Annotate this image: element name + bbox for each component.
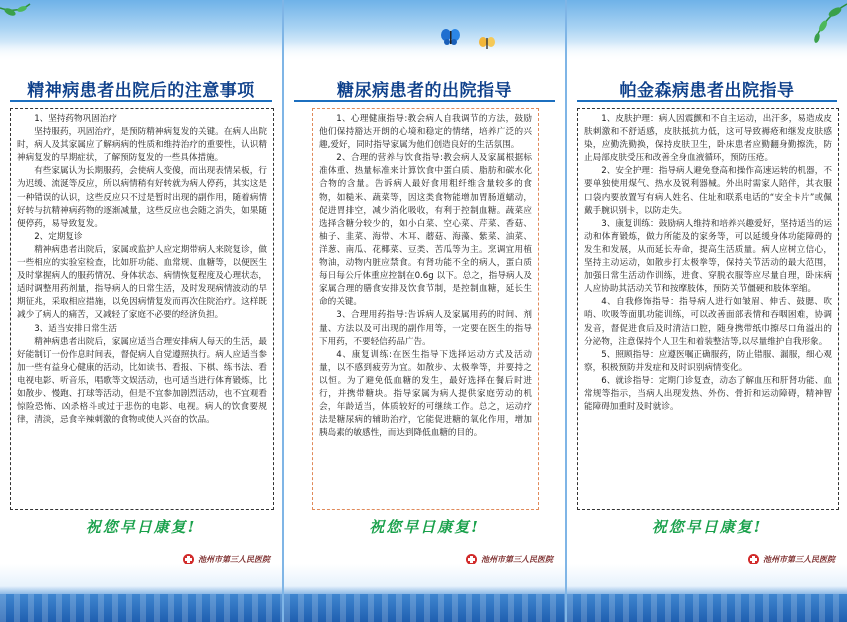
sky-banner bbox=[284, 0, 565, 62]
paragraph: 2、定期复诊 bbox=[34, 231, 83, 242]
footer-band bbox=[567, 594, 847, 622]
paragraph: 6、就诊指导：定期门诊复查，动态了解血压和肝肾功能、血常规等指示，当病人出现发热、外伤、骨折和运动障碍，精神智能障碍加重时及时就诊。 bbox=[584, 375, 832, 413]
paragraph: 3、合理用药指导:告诉病人及家属用药的时间、剂量、方法以及可出现的副作用等，一定要在医生的指导下用药，不要轻信药品广告。 bbox=[319, 310, 532, 347]
paragraph: 2、合理的营养与饮食指导:教会病人及家属根据标准体重、热量标准来计算饮食中蛋白质、脂肪和碳水化合物的含量。告诉病人最好食用粗纤维含量较多的食物，如糙米、蔬菜等，因这类食物能增加胃肠道蠕动，促进胃排空，减少消化吸收，有利于控制血糖。蔬菜应选择含糖分较少的，如小白菜、空心菜、芹菜、香菇、柚子、韭菜、海带、木耳、蘑菇、海藻、紫菜、油菜、洋葱、南瓜、花椰菜、豆类、苦瓜等为主。烹调宜用植物油，动物内脏应禁食。有肾功能不全的病人，蛋白质每日每公斤体重应控制在0.6g 以下。总之，指导病人及家属合理的膳食安排及饮食节制，是控制血糖，延长生命的关键。 bbox=[319, 153, 532, 308]
vine-leaves-icon bbox=[777, 0, 847, 70]
slogan: 祝您早日康复! bbox=[369, 518, 480, 536]
panel-parkinsons bbox=[565, 0, 847, 622]
paragraph: 2、安全护理：指导病人避免登高和操作高速运转的机器，不要单独使用煤气、热水及锐利器械。外出时需家人陪伴，其衣服口袋内要放置写有病人姓名、住址和联系电话的“安全卡片”或佩戴手腕识别卡，以防走失。 bbox=[584, 166, 832, 216]
paragraph: 5、照顾指导：应遵医嘱正确服药，防止错服、漏服，细心观察，积极预防并发症和及时识别病情变化。 bbox=[584, 349, 832, 373]
panel-mental-illness bbox=[0, 0, 282, 622]
paragraph: 4、自我修饰指导：指导病人进行如皱眉、伸舌、鼓腮、吹哨、吹吸等面肌功能训练，可以改善面部表情和吞咽困难，协调发音，督促进食后及时清洁口腔，随身携带纸巾擦尽口角溢出的分泌物，注意保持个人卫生和着装整洁等,以尽量维护自我形象。 bbox=[584, 297, 832, 347]
page-title: 帕金森病患者出院指导 bbox=[619, 81, 795, 100]
butterfly-icon bbox=[478, 36, 496, 51]
paragraph: 3、康复训练：鼓励病人维持和培养兴趣爱好，坚持适当的运动和体育锻炼，做力所能及的家务等，可以延缓身体功能障碍的发生和发展，从而延长寿命，提高生活质量。病人应树立信心，坚持主动运动，如散步打太极拳等，保持关节活动的最大范围，加强日常生活动作训练，进食、穿脱衣服等应尽量自理，卧床病人应协助其活动关节和按摩肢体，预防关节僵硬和肢体挛缩。 bbox=[584, 218, 832, 295]
panel-diabetes bbox=[282, 0, 565, 622]
page-title: 糖尿病患者的出院指导 bbox=[337, 81, 512, 100]
paragraph: 1、坚持药物巩固治疗 bbox=[34, 114, 117, 124]
page-title: 精神病患者出院后的注意事项 bbox=[27, 81, 255, 100]
content-box bbox=[10, 108, 274, 510]
paragraph: 1、心理健康指导:教会病人自我调节的方法，鼓励他们保持豁达开朗的心境和稳定的情绪，培养广泛的兴趣,爱好，同时指导家属为他们创造良好的生活氛围。 bbox=[319, 114, 532, 151]
paragraph: 有些家属认为长期服药，会使病人变傻，而出现表情呆板，行为迟缓、流涎等反应，所以病情稍有好转就为病人停药，其实这是一种错误的认识，这些反应只不过是暂时出现的副作用，随着病情好转与抗精神病药物的逐渐减量，这些反应也会随之消失，如果随便停药，易导致复发。 bbox=[17, 166, 267, 229]
slogan: 祝您早日康复! bbox=[651, 518, 763, 536]
footer-band bbox=[0, 594, 282, 622]
hospital-name: 池州市第三人民医院 bbox=[481, 554, 553, 564]
paragraph: 坚持服药，巩固治疗，是预防精神病复发的关键。在病人出院时，病人及其家属应了解病病的性质和维持治疗的重要性，认识精神病复发的早期症状，了解预防复发的一些具体措施。 bbox=[17, 127, 267, 164]
title-divider bbox=[10, 100, 272, 102]
paragraph: 4、康复训练:在医生指导下选择运动方式及活动量，以不感到疲劳为宜。如散步、太极拳等，并要持之以恒。为了避免低血糖的发生，最好选择在餐后时进行，并携带糖块。指导家属为病人提供家庭劳动的机会，年龄适当，体质较好的可继续工作。总之，运动疗法是糖尿病的辅助治疗，它能促进糖的氧化作用，增加胰岛素的敏感性，而达到降低血糖的目的。 bbox=[319, 349, 532, 439]
title-divider bbox=[577, 100, 837, 102]
hospital-name: 池州市第三人民医院 bbox=[763, 554, 835, 564]
footer-band bbox=[284, 594, 565, 622]
butterfly-icon bbox=[440, 28, 462, 46]
slogan: 祝您早日康复! bbox=[85, 518, 197, 536]
paragraph: 3、适当安排日常生活 bbox=[34, 323, 117, 334]
paragraph: 1、皮肤护理：病人因震颤和不自主运动，出汗多，易造成皮肤刺激和不舒适感，皮肤抵抗力低，这可导致褥疮和继发皮肤感染，应勤洗勤换，保持皮肤卫生，卧床患者应勤翻身勤擦洗，防止局部皮肤受压和改善全身血液循环，预防压疮。 bbox=[584, 114, 832, 164]
title-divider bbox=[294, 100, 555, 102]
paragraph: 精神病患者出院后，家属或监护人应定期带病人来院复诊，做一些相应的实验室检查，比如肝功能、血常规、血糖等，以便医生及时掌握病人的服药情况、身体状态、病情恢复程度及心理状态，适时调整用药剂量，指导病人的日常生活，及时发现病情波动的早期征兆，采取相应措施，以免因病情复发而再次住院治疗。这样既减少了病人的痛苦，又减轻了家庭不必要的经济负担。 bbox=[17, 244, 267, 321]
content-box bbox=[312, 108, 539, 510]
paragraph: 精神病患者出院后，家属应适当合理安排病人每天的生活，最好能制订一份作息时间表，督促病人自觉遵照执行。病人应适当参加一些有益身心健康的活动，比如读书、看报、下棋、练书法、看电视电影、听音乐，唱歌等文娱活动，也可适当进行体育锻炼，比如散步、慢跑、打球等活动，但是不宜参加剧烈活动，也不宜观看惊险恐怖、凶杀格斗或过于悲伤的电影、电视。病人的饮食要规律，清淡，忌食辛辣刺激的食物或使人兴奋的饮品。 bbox=[17, 336, 267, 426]
vine-leaves-icon bbox=[0, 0, 60, 60]
content-box bbox=[577, 108, 839, 510]
hospital-name: 池州市第三人民医院 bbox=[198, 554, 270, 564]
